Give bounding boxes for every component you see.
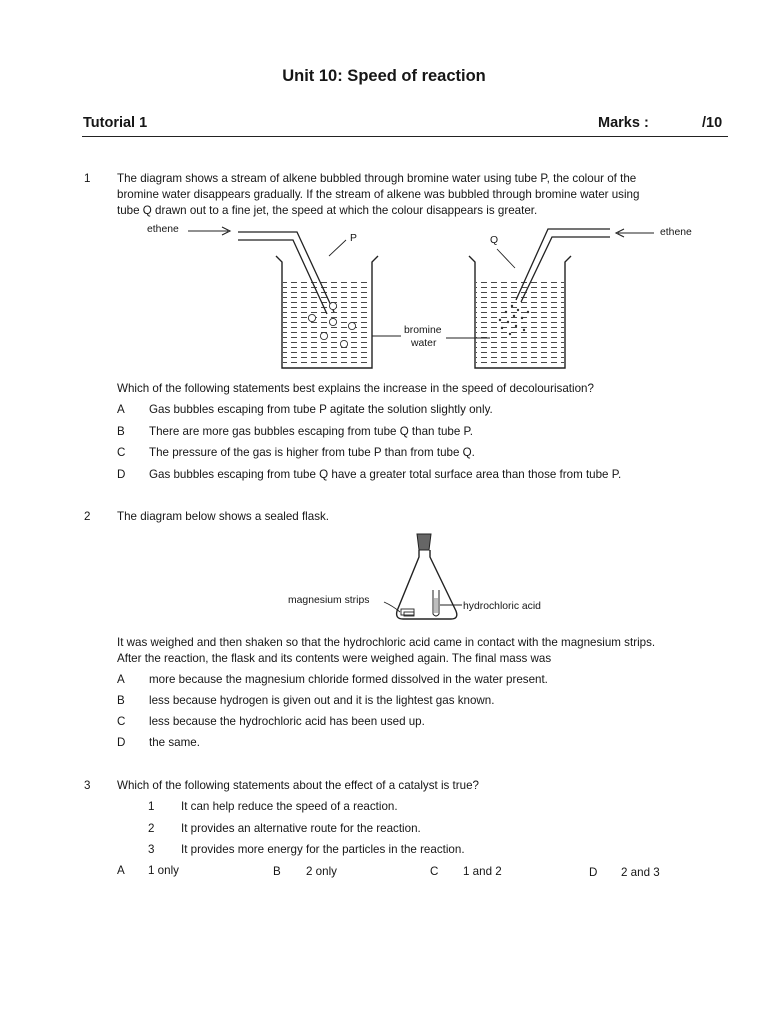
ethene-label-left: ethene <box>147 224 179 235</box>
q1-stem-line-1: The diagram shows a stream of alkene bubbled through bromine water using tube P, the colour of the <box>117 172 637 185</box>
q1-option-text: Gas bubbles escaping from tube Q have a greater total surface area than those from tube P. <box>149 468 622 481</box>
q3-answer-text: 1 and 2 <box>463 865 502 878</box>
q1-option-letter: D <box>117 468 126 481</box>
marks-label: Marks : <box>598 115 649 131</box>
q2-option-letter: C <box>117 715 126 728</box>
q2-body-line-2: After the reaction, the flask and its contents were weighed again. The final mass was <box>117 652 552 665</box>
q3-stem: Which of the following statements about the effect of a catalyst is true? <box>117 779 479 792</box>
q1-option-text: Gas bubbles escaping from tube P agitate the solution slightly only. <box>149 403 493 416</box>
q1-option-text: The pressure of the gas is higher from tube P than from tube Q. <box>149 446 475 459</box>
q3-statement-text: It provides more energy for the particles in the reaction. <box>181 843 465 856</box>
q3-number: 3 <box>84 779 91 792</box>
q3-answer-letter: C <box>430 865 439 878</box>
q1-option-letter: A <box>117 403 125 416</box>
q3-answer-letter: D <box>589 866 598 879</box>
q3-statement-text: It can help reduce the speed of a reaction. <box>181 800 398 813</box>
page-title: Unit 10: Speed of reaction <box>282 67 486 85</box>
ethene-label-right: ethene <box>660 227 692 238</box>
marks-value: /10 <box>702 115 723 131</box>
hydrochloric-acid-label: hydrochloric acid <box>463 601 541 612</box>
tutorial-label: Tutorial 1 <box>83 115 148 131</box>
q2-option-letter: D <box>117 736 126 749</box>
q2-number: 2 <box>84 510 91 523</box>
q3-statement-text: It provides an alternative route for the reaction. <box>181 822 421 835</box>
tube-p-label: P <box>350 233 357 244</box>
q3-answer-letter: A <box>117 864 125 877</box>
q1-option-letter: B <box>117 425 125 438</box>
stopper <box>417 534 431 550</box>
q2-stem: The diagram below shows a sealed flask. <box>117 510 330 523</box>
q2-body-line-1: It was weighed and then shaken so that the hydrochloric acid came in contact with the magnesium strips. <box>117 636 656 649</box>
q3-statement-number: 2 <box>148 822 155 835</box>
q2-option-text: less because hydrogen is given out and it is the lightest gas known. <box>149 694 495 707</box>
bromine-label: bromine <box>404 325 442 336</box>
q1-option-letter: C <box>117 446 126 459</box>
tube-q-label: Q <box>490 235 499 246</box>
q1-question: Which of the following statements best explains the increase in the speed of decolourisation? <box>117 382 594 395</box>
q3-answer-letter: B <box>273 865 281 878</box>
q3-answer-text: 2 and 3 <box>621 866 660 879</box>
q2-option-letter: A <box>117 673 125 686</box>
q1-stem-line-2: bromine water disappears gradually. If the stream of alkene was bubbled through bromine water using <box>117 188 640 201</box>
magnesium-label: magnesium strips <box>288 595 370 606</box>
q3-answer-text: 2 only <box>306 865 337 878</box>
q2-option-text: the same. <box>149 736 200 749</box>
q2-option-text: less because the hydrochloric acid has been used up. <box>149 715 425 728</box>
acid-tube <box>433 590 439 616</box>
q3-statement-number: 1 <box>148 800 155 813</box>
water-label: water <box>411 338 437 349</box>
q2-option-letter: B <box>117 694 125 707</box>
q1-option-text: There are more gas bubbles escaping from tube Q than tube P. <box>149 425 473 438</box>
q1-stem-line-3: tube Q drawn out to a fine jet, the speed at which the colour disappears is greater. <box>117 204 538 217</box>
q2-option-text: more because the magnesium chloride formed dissolved in the water present. <box>149 673 548 686</box>
q3-answer-text: 1 only <box>148 864 179 877</box>
q3-statement-number: 3 <box>148 843 155 856</box>
q1-number: 1 <box>84 172 91 185</box>
